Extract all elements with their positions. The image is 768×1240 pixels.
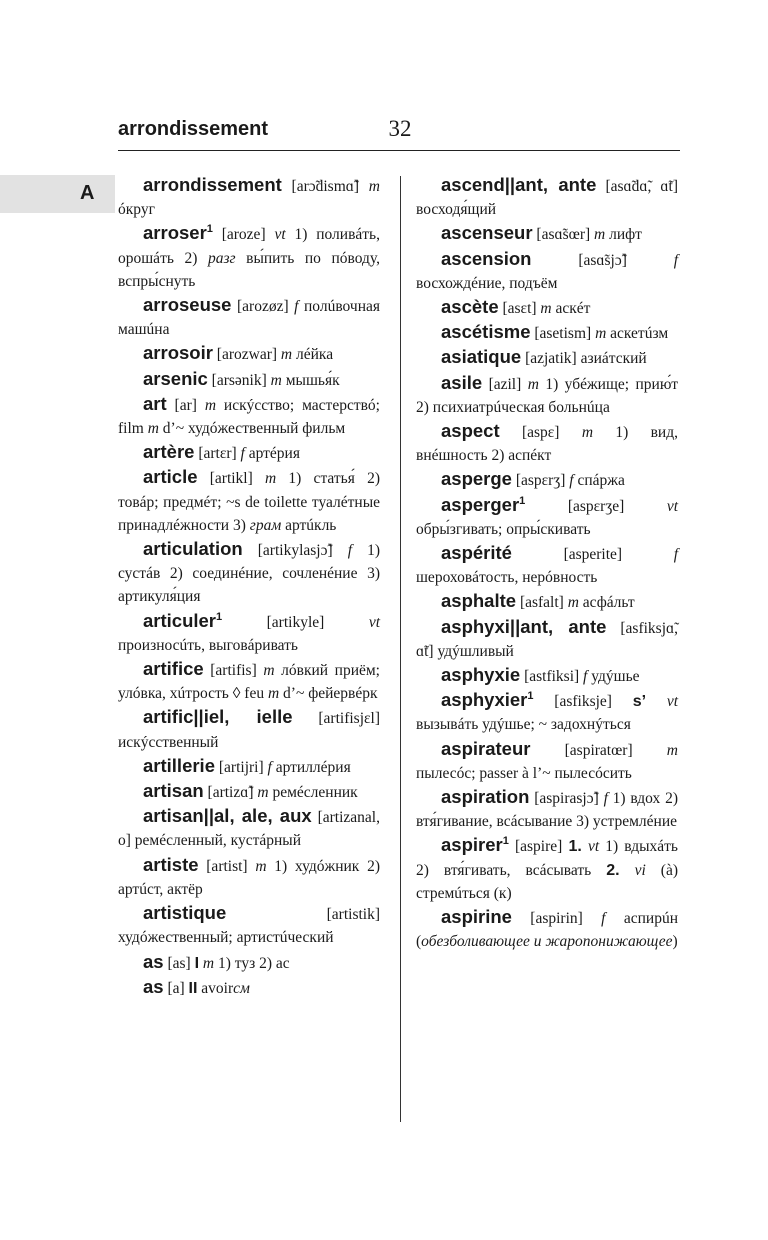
usage-label: см: [233, 979, 250, 997]
headword: ascenseur: [441, 222, 533, 244]
entry-text: 1) вдыхáть 2) втя́гивать, всáсывать: [416, 838, 679, 879]
letter-tab-label: A: [80, 182, 95, 204]
dictionary-entry: [416, 467, 678, 492]
dictionary-entry: [416, 589, 678, 614]
entry-text: [asfiksje]: [533, 693, 633, 711]
part-of-speech: m: [527, 375, 539, 393]
entry-text: [asɑ̃dɑ̃, ɑ̃t] восходя́щий: [416, 178, 678, 219]
headword: art: [143, 392, 167, 414]
entry-text: d’~ фейервéрк: [279, 685, 378, 703]
part-of-speech: m: [280, 346, 293, 364]
headword: artiste: [143, 853, 199, 875]
entry-text: [asɛt]: [498, 300, 541, 318]
headword: ascension: [441, 247, 532, 269]
part-of-speech: vt: [587, 838, 600, 856]
entry-text: (à) стремúться (к): [416, 861, 679, 902]
dictionary-entry: [118, 440, 380, 465]
dictionary-entry: [118, 293, 380, 341]
usage-label: грам: [249, 516, 282, 534]
entry-text: аспирúн (: [416, 910, 678, 951]
sense-marker: II: [188, 979, 198, 997]
entry-text: искýсство; мастерствó; film: [118, 396, 380, 438]
part-of-speech: m: [581, 424, 594, 442]
entry-text: 1) статья́ 2) товáр; предмéт; ~s de toilette туалéтные принадлéжности 3): [118, 470, 380, 534]
entry-text: [aspirasjɔ̃]: [529, 790, 604, 808]
part-of-speech: vt: [666, 497, 678, 515]
entry-text: 1) вид, внéшность 2) аспéкт: [416, 424, 678, 465]
headword: arrosoir: [143, 342, 213, 364]
entry-text: [aspiratœr]: [530, 741, 667, 759]
sense-marker: 2.: [606, 861, 620, 879]
entry-text: óкруг: [118, 201, 155, 219]
part-of-speech: f: [673, 546, 678, 564]
headword: artific||iel, ielle: [143, 706, 293, 728]
sense-marker: s’: [632, 693, 647, 711]
dictionary-entry: [416, 737, 678, 785]
dictionary-entry: [416, 541, 678, 589]
homonym-number: 1: [216, 610, 223, 623]
dictionary-entry: [118, 367, 380, 392]
dictionary-entry: [416, 615, 678, 663]
entry-text: артúкль: [281, 516, 337, 534]
entry-text: [artizɑ̃]: [203, 784, 258, 802]
part-of-speech: m: [595, 325, 607, 343]
part-of-speech: f: [240, 445, 245, 463]
headword: asphyxi||ant, ante: [441, 615, 607, 637]
dictionary-entry: [416, 493, 678, 541]
part-of-speech: m: [257, 784, 269, 802]
entry-text: мышья́к: [281, 371, 340, 389]
dictionary-entry: [416, 833, 678, 905]
headword: aspirer$^1$: [441, 834, 509, 856]
entry-text: лифт: [605, 226, 642, 244]
entry-text: 1) поливáть, орошáть 2): [118, 226, 380, 267]
dictionary-entry: [118, 657, 380, 705]
entry-text: [aspɛ]: [499, 424, 582, 442]
headword: ascend||ant, ante: [441, 174, 597, 195]
dictionary-entry: [118, 804, 380, 852]
entry-text: удýшье: [587, 668, 640, 686]
headword: artisan||al, ale, aux: [143, 805, 312, 827]
dictionary-entry: [118, 537, 380, 609]
homonym-number: 1: [519, 494, 526, 507]
part-of-speech: m: [255, 857, 267, 875]
part-of-speech: f: [603, 790, 608, 808]
headword: artifice: [143, 658, 204, 680]
dictionary-entry: [118, 173, 380, 221]
dictionary-entry: [416, 173, 678, 221]
headword: as: [143, 950, 164, 972]
headword: asperger$^1$: [441, 493, 526, 515]
headword: asiatique: [441, 346, 522, 368]
headword: aspiration: [441, 786, 530, 808]
homonym-number: 1: [527, 690, 534, 703]
entry-text: [azil]: [482, 375, 528, 393]
entry-text: [aspɛrʒe]: [525, 497, 667, 515]
entry-text: вы́пить по пóводу, вспры́снуть: [118, 249, 380, 290]
dictionary-entry: [118, 950, 380, 975]
headword: asphalte: [441, 590, 517, 612]
sense-marker: 1.: [568, 838, 582, 856]
entry-text: [artɛr]: [194, 445, 241, 463]
headword: asperge: [441, 468, 512, 490]
entry-text: avoir: [197, 979, 234, 997]
entry-text: [artifisjɛl] искýсственный: [118, 710, 380, 751]
dictionary-entry: [416, 221, 678, 246]
part-of-speech: vt: [666, 693, 679, 711]
entry-text: [artistik] худóжественный; артистúческий: [118, 906, 380, 947]
entry-text: [arozwar]: [212, 346, 281, 364]
entry-text: [artist]: [198, 857, 256, 875]
headword: arroseuse: [143, 294, 232, 316]
dictionary-entry: [118, 853, 380, 901]
entry-text: [asfiksjɑ̃, ɑ̃t] удýшливый: [416, 619, 678, 660]
entry-text: [asetism]: [530, 325, 596, 343]
part-of-speech: m: [540, 300, 552, 318]
part-of-speech: m: [594, 226, 606, 244]
part-of-speech: m: [204, 396, 217, 414]
headword: aspirine: [441, 906, 512, 928]
entry-text: [azjatik] азиáтский: [521, 350, 647, 368]
part-of-speech: vi: [634, 861, 646, 879]
entry-text: 1) вдох 2) втя́гивание, всáсывание 3) устремлéние: [416, 790, 678, 831]
entry-text: вызывáть удýшье;: [416, 716, 539, 734]
entry-text: [arɔ̃dismɑ̃]: [281, 178, 369, 195]
dictionary-entry: [118, 609, 380, 657]
dictionary-entry: [416, 371, 678, 419]
sense-marker: I: [194, 954, 200, 972]
part-of-speech: m: [567, 594, 579, 612]
entry-text: d’~ худóжественный фильм: [158, 420, 346, 438]
entry-text: [arsənik]: [207, 371, 271, 389]
guide-word: arrondissement: [118, 118, 269, 140]
entry-text: ~ задохнýться: [538, 716, 631, 734]
headword: arroser$^1$: [143, 222, 213, 244]
headword: artère: [143, 441, 195, 463]
entry-text: аскéт: [551, 300, 591, 318]
entry-text: [artikylasjɔ̃]: [242, 542, 348, 560]
entry-text: 1) сустáв 2) соединéние, сочленéние 3) артикуля́ция: [118, 542, 380, 606]
headword: asphyxie: [441, 664, 521, 686]
entry-text: 1) убéжище; прию́т 2) психиатрúческая больнúца: [416, 375, 678, 416]
headword: aspérité: [441, 542, 512, 564]
dictionary-entry: [118, 754, 380, 779]
usage-label: разг: [207, 249, 236, 267]
dictionary-entry: [416, 247, 678, 295]
headword: aspirateur: [441, 737, 531, 759]
entry-text: [aroze]: [212, 226, 275, 244]
part-of-speech: f: [673, 251, 678, 269]
entry-text: [ar]: [166, 396, 205, 414]
entry-text: [asɑ̃sœr]: [532, 226, 595, 244]
headword: artistique: [143, 902, 227, 924]
dictionary-entry: [118, 901, 380, 949]
dictionary-entry: [118, 705, 380, 753]
usage-label: обезболивающее и жаропонижающее: [421, 933, 673, 951]
part-of-speech: m: [368, 178, 380, 195]
entry-text: [artizanal, o] ремéсленный, кустáрный: [118, 809, 380, 850]
part-of-speech: m: [267, 685, 280, 703]
homonym-number: 1: [206, 223, 213, 236]
part-of-speech: m: [147, 420, 159, 438]
headword: asile: [441, 371, 483, 393]
entry-text: [as]: [163, 954, 195, 972]
entry-text: [a]: [163, 979, 189, 997]
headword: artillerie: [143, 754, 215, 776]
column-divider: [400, 176, 401, 1122]
entry-text: [asfalt]: [516, 594, 568, 612]
entry-text: 1) худóжник 2) артúст, актёр: [118, 857, 380, 898]
headword: ascétisme: [441, 321, 531, 343]
part-of-speech: m: [263, 662, 275, 680]
headword: asphyxier$^1$: [441, 689, 534, 711]
part-of-speech: f: [294, 298, 299, 316]
entry-text: лéйка: [292, 346, 334, 364]
entry-text: аскетúзм: [606, 325, 669, 343]
headword: arrondissement: [143, 174, 282, 195]
right-column: [416, 173, 678, 954]
headword: aspect: [441, 420, 500, 442]
part-of-speech: f: [583, 668, 588, 686]
headword: article: [143, 466, 198, 488]
entry-text: 1) туз 2) ас: [214, 954, 290, 972]
dictionary-entry: [416, 345, 678, 370]
entry-text: артéрия: [244, 445, 300, 463]
dictionary-entry: [416, 295, 678, 320]
entry-text: восхождéние, подъём: [416, 274, 558, 292]
dictionary-entry: [118, 465, 380, 537]
entry-text: ремéсленник: [268, 784, 358, 802]
homonym-number: 1: [502, 835, 509, 848]
part-of-speech: f: [601, 910, 606, 928]
entry-text: [artifis]: [203, 662, 264, 680]
dictionary-entry: [118, 221, 380, 293]
entry-text: [artijri]: [215, 758, 268, 776]
dictionary-entry: [118, 341, 380, 366]
part-of-speech: m: [202, 954, 215, 972]
entry-text: [aspire]: [508, 838, 569, 856]
entry-text: [aspirin]: [511, 910, 602, 928]
part-of-speech: vt: [368, 613, 380, 631]
dictionary-entry: [416, 785, 678, 833]
dictionary-entry: [118, 392, 380, 440]
entry-text: лóвкий приём; улóвка, хúтрость ◊ feu: [118, 662, 380, 703]
part-of-speech: m: [666, 741, 678, 759]
left-column: [118, 173, 380, 1000]
entry-text: полúвочная машúна: [118, 298, 380, 339]
entry-text: [artikl]: [197, 470, 265, 488]
headword: articuler$^1$: [143, 609, 223, 631]
entry-text: [arozøz]: [231, 298, 295, 316]
part-of-speech: f: [347, 542, 353, 560]
entry-text: [astfiksi]: [520, 668, 584, 686]
entry-text: [asɑ̃sjɔ̃]: [531, 251, 674, 269]
entry-text: асфáльт: [578, 594, 635, 612]
header-divider: [118, 150, 680, 151]
entry-text: [artikyle]: [222, 613, 369, 631]
entry-text: спáржа: [573, 472, 625, 490]
entry-text: произносúть, выговáривать: [118, 636, 298, 654]
entry-text: [aspɛrʒ]: [511, 472, 570, 490]
part-of-speech: m: [265, 470, 277, 488]
entry-text: шероховáтость, нерóвность: [416, 569, 598, 587]
entry-text: артиллéрия: [271, 758, 351, 776]
part-of-speech: f: [267, 758, 272, 776]
headword: articulation: [143, 538, 243, 560]
dictionary-entry: [416, 419, 678, 467]
headword: arsenic: [143, 367, 208, 389]
dictionary-entry: [416, 663, 678, 688]
dictionary-entry: [118, 975, 380, 1000]
entry-text: обры́згивать; опры́скивать: [416, 520, 591, 538]
dictionary-entry: [416, 320, 678, 345]
headword: artisan: [143, 780, 204, 802]
dictionary-entry: [118, 779, 380, 804]
entry-text: пылесóс; passer à l’~ пылесóсить: [416, 764, 632, 782]
part-of-speech: m: [270, 371, 282, 389]
entry-text: ): [672, 933, 678, 951]
page-number: 32: [388, 116, 412, 141]
headword: ascète: [441, 296, 499, 318]
entry-text: [asperite]: [511, 546, 674, 564]
part-of-speech: vt: [274, 226, 286, 244]
part-of-speech: f: [569, 472, 574, 490]
letter-tab: [0, 175, 115, 213]
dictionary-entry: [416, 688, 678, 736]
headword: as: [143, 975, 164, 997]
dictionary-entry: [416, 905, 678, 953]
